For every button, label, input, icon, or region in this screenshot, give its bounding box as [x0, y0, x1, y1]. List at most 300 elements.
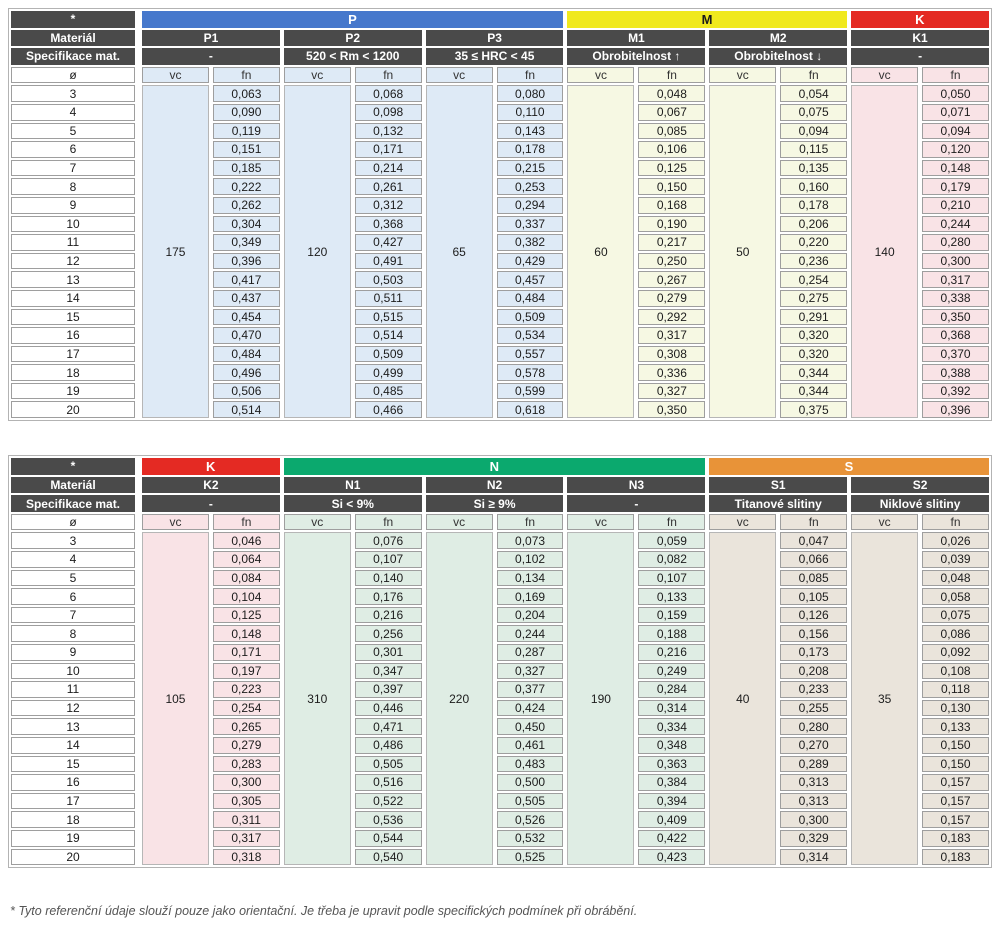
fn-value-cell: 0,208 [780, 663, 847, 680]
diameter-cell: 12 [11, 253, 135, 270]
group-band-P: P [142, 11, 563, 28]
fn-value-cell: 0,236 [780, 253, 847, 270]
fn-value-cell: 0,046 [213, 532, 280, 549]
diameter-cell: 11 [11, 681, 135, 698]
spec-cell-M1: Obrobitelnost ↑ [567, 48, 705, 65]
fn-value-cell: 0,085 [780, 570, 847, 587]
fn-value-cell: 0,169 [497, 588, 564, 605]
fn-value-cell: 0,314 [780, 849, 847, 866]
fn-value-cell: 0,429 [497, 253, 564, 270]
fn-value-cell: 0,126 [780, 607, 847, 624]
diameter-cell: 7 [11, 607, 135, 624]
diameter-cell: 8 [11, 625, 135, 642]
fn-value-cell: 0,222 [213, 178, 280, 195]
fn-value-cell: 0,039 [922, 551, 989, 568]
fn-value-cell: 0,130 [922, 700, 989, 717]
diameter-cell: 16 [11, 774, 135, 791]
fn-value-cell: 0,179 [922, 178, 989, 195]
fn-value-cell: 0,171 [355, 141, 422, 158]
fn-value-cell: 0,522 [355, 793, 422, 810]
fn-value-cell: 0,118 [922, 681, 989, 698]
fn-value-cell: 0,505 [355, 756, 422, 773]
fn-value-cell: 0,275 [780, 290, 847, 307]
fn-value-cell: 0,349 [213, 234, 280, 251]
fn-value-cell: 0,284 [638, 681, 705, 698]
fn-value-cell: 0,220 [780, 234, 847, 251]
fn-value-cell: 0,026 [922, 532, 989, 549]
fn-value-cell: 0,578 [497, 364, 564, 381]
vc-value-cell-N3: 190 [567, 532, 634, 865]
fn-value-cell: 0,409 [638, 811, 705, 828]
fn-value-cell: 0,168 [638, 197, 705, 214]
fn-value-cell: 0,280 [922, 234, 989, 251]
fn-value-cell: 0,496 [213, 364, 280, 381]
diameter-header-cell: ø [11, 67, 135, 84]
fn-value-cell: 0,135 [780, 160, 847, 177]
fn-value-cell: 0,327 [497, 663, 564, 680]
fn-value-cell: 0,115 [780, 141, 847, 158]
material-row-label: Materiál [11, 477, 135, 494]
fn-header-cell: fn [922, 67, 989, 84]
fn-value-cell: 0,536 [355, 811, 422, 828]
fn-value-cell: 0,427 [355, 234, 422, 251]
fn-value-cell: 0,350 [922, 309, 989, 326]
fn-value-cell: 0,183 [922, 849, 989, 866]
fn-header-cell: fn [638, 514, 705, 531]
fn-value-cell: 0,514 [355, 327, 422, 344]
fn-value-cell: 0,368 [922, 327, 989, 344]
fn-value-cell: 0,075 [780, 104, 847, 121]
fn-value-cell: 0,073 [497, 532, 564, 549]
fn-value-cell: 0,484 [497, 290, 564, 307]
fn-value-cell: 0,217 [638, 234, 705, 251]
vc-value-cell-N2: 220 [426, 532, 493, 865]
fn-value-cell: 0,294 [497, 197, 564, 214]
material-cell-N1: N1 [284, 477, 422, 494]
fn-value-cell: 0,071 [922, 104, 989, 121]
fn-value-cell: 0,107 [638, 570, 705, 587]
fn-value-cell: 0,348 [638, 737, 705, 754]
fn-value-cell: 0,151 [213, 141, 280, 158]
spec-cell-P1: - [142, 48, 280, 65]
fn-value-cell: 0,267 [638, 271, 705, 288]
fn-value-cell: 0,064 [213, 551, 280, 568]
vc-header-cell: vc [851, 514, 918, 531]
fn-value-cell: 0,338 [922, 290, 989, 307]
spec-cell-S1: Titanové slitiny [709, 495, 847, 512]
fn-value-cell: 0,084 [213, 570, 280, 587]
fn-value-cell: 0,279 [213, 737, 280, 754]
vc-header-cell: vc [709, 67, 776, 84]
fn-value-cell: 0,157 [922, 774, 989, 791]
material-row-label: Materiál [11, 30, 135, 47]
fn-value-cell: 0,171 [213, 644, 280, 661]
spec-cell-M2: Obrobitelnost ↓ [709, 48, 847, 65]
fn-value-cell: 0,336 [638, 364, 705, 381]
group-band-S: S [709, 458, 989, 475]
fn-value-cell: 0,048 [638, 85, 705, 102]
diameter-cell: 10 [11, 663, 135, 680]
fn-value-cell: 0,085 [638, 123, 705, 140]
fn-header-cell: fn [355, 514, 422, 531]
fn-value-cell: 0,108 [922, 663, 989, 680]
fn-value-cell: 0,133 [638, 588, 705, 605]
material-cell-N2: N2 [426, 477, 564, 494]
fn-value-cell: 0,540 [355, 849, 422, 866]
fn-value-cell: 0,054 [780, 85, 847, 102]
vc-value-cell-S1: 40 [709, 532, 776, 865]
fn-value-cell: 0,254 [213, 700, 280, 717]
material-cell-S2: S2 [851, 477, 989, 494]
diameter-cell: 9 [11, 197, 135, 214]
diameter-cell: 14 [11, 290, 135, 307]
fn-value-cell: 0,454 [213, 309, 280, 326]
diameter-cell: 4 [11, 104, 135, 121]
vc-header-cell: vc [567, 67, 634, 84]
spec-row-label: Specifikace mat. [11, 48, 135, 65]
fn-value-cell: 0,134 [497, 570, 564, 587]
diameter-cell: 20 [11, 849, 135, 866]
fn-value-cell: 0,279 [638, 290, 705, 307]
fn-value-cell: 0,450 [497, 718, 564, 735]
fn-value-cell: 0,334 [638, 718, 705, 735]
fn-value-cell: 0,422 [638, 830, 705, 847]
fn-value-cell: 0,148 [213, 625, 280, 642]
fn-value-cell: 0,292 [638, 309, 705, 326]
diameter-cell: 3 [11, 532, 135, 549]
diameter-cell: 8 [11, 178, 135, 195]
vc-value-cell-M1: 60 [567, 85, 634, 418]
material-cell-P3: P3 [426, 30, 564, 47]
fn-value-cell: 0,176 [355, 588, 422, 605]
fn-value-cell: 0,384 [638, 774, 705, 791]
fn-value-cell: 0,063 [213, 85, 280, 102]
fn-value-cell: 0,392 [922, 383, 989, 400]
diameter-header-cell: ø [11, 514, 135, 531]
diameter-cell: 7 [11, 160, 135, 177]
fn-value-cell: 0,206 [780, 216, 847, 233]
fn-value-cell: 0,090 [213, 104, 280, 121]
diameter-cell: 14 [11, 737, 135, 754]
fn-value-cell: 0,125 [638, 160, 705, 177]
diameter-cell: 6 [11, 588, 135, 605]
fn-value-cell: 0,534 [497, 327, 564, 344]
diameter-cell: 13 [11, 271, 135, 288]
fn-value-cell: 0,304 [213, 216, 280, 233]
material-cell-N3: N3 [567, 477, 705, 494]
fn-value-cell: 0,254 [780, 271, 847, 288]
diameter-cell: 20 [11, 401, 135, 418]
fn-value-cell: 0,484 [213, 346, 280, 363]
fn-value-cell: 0,148 [922, 160, 989, 177]
fn-value-cell: 0,120 [922, 141, 989, 158]
fn-value-cell: 0,185 [213, 160, 280, 177]
fn-value-cell: 0,516 [355, 774, 422, 791]
fn-value-cell: 0,347 [355, 663, 422, 680]
fn-value-cell: 0,262 [213, 197, 280, 214]
fn-value-cell: 0,514 [213, 401, 280, 418]
fn-value-cell: 0,317 [213, 830, 280, 847]
fn-value-cell: 0,499 [355, 364, 422, 381]
spec-cell-S2: Niklové slitiny [851, 495, 989, 512]
fn-value-cell: 0,313 [780, 774, 847, 791]
fn-header-cell: fn [213, 67, 280, 84]
fn-value-cell: 0,249 [638, 663, 705, 680]
vc-value-cell-P2: 120 [284, 85, 351, 418]
fn-value-cell: 0,094 [780, 123, 847, 140]
fn-value-cell: 0,283 [213, 756, 280, 773]
fn-value-cell: 0,106 [638, 141, 705, 158]
fn-value-cell: 0,068 [355, 85, 422, 102]
spec-cell-N3: - [567, 495, 705, 512]
fn-value-cell: 0,471 [355, 718, 422, 735]
fn-value-cell: 0,132 [355, 123, 422, 140]
fn-value-cell: 0,216 [638, 644, 705, 661]
fn-value-cell: 0,059 [638, 532, 705, 549]
vc-value-cell-M2: 50 [709, 85, 776, 418]
fn-value-cell: 0,329 [780, 830, 847, 847]
diameter-cell: 3 [11, 85, 135, 102]
fn-value-cell: 0,486 [355, 737, 422, 754]
fn-value-cell: 0,300 [780, 811, 847, 828]
fn-value-cell: 0,461 [497, 737, 564, 754]
fn-value-cell: 0,261 [355, 178, 422, 195]
group-band-M: M [567, 11, 847, 28]
fn-value-cell: 0,300 [213, 774, 280, 791]
fn-value-cell: 0,157 [922, 793, 989, 810]
fn-value-cell: 0,270 [780, 737, 847, 754]
material-cell-S1: S1 [709, 477, 847, 494]
fn-value-cell: 0,301 [355, 644, 422, 661]
fn-value-cell: 0,397 [355, 681, 422, 698]
diameter-cell: 18 [11, 364, 135, 381]
fn-value-cell: 0,150 [638, 178, 705, 195]
fn-value-cell: 0,526 [497, 811, 564, 828]
fn-value-cell: 0,216 [355, 607, 422, 624]
fn-value-cell: 0,388 [922, 364, 989, 381]
fn-value-cell: 0,483 [497, 756, 564, 773]
spec-cell-P2: 520 < Rm < 1200 [284, 48, 422, 65]
fn-value-cell: 0,150 [922, 737, 989, 754]
fn-value-cell: 0,075 [922, 607, 989, 624]
fn-value-cell: 0,509 [355, 346, 422, 363]
fn-value-cell: 0,300 [922, 253, 989, 270]
fn-value-cell: 0,599 [497, 383, 564, 400]
vc-value-cell-K2: 105 [142, 532, 209, 865]
fn-value-cell: 0,178 [497, 141, 564, 158]
fn-value-cell: 0,320 [780, 327, 847, 344]
group-band-K: K [851, 11, 989, 28]
fn-value-cell: 0,190 [638, 216, 705, 233]
fn-value-cell: 0,102 [497, 551, 564, 568]
fn-value-cell: 0,308 [638, 346, 705, 363]
vc-value-cell-K1: 140 [851, 85, 918, 418]
fn-value-cell: 0,503 [355, 271, 422, 288]
fn-value-cell: 0,313 [780, 793, 847, 810]
vc-header-cell: vc [142, 67, 209, 84]
fn-value-cell: 0,394 [638, 793, 705, 810]
vc-value-cell-S2: 35 [851, 532, 918, 865]
fn-value-cell: 0,320 [780, 346, 847, 363]
fn-value-cell: 0,215 [497, 160, 564, 177]
fn-value-cell: 0,104 [213, 588, 280, 605]
fn-header-cell: fn [922, 514, 989, 531]
fn-value-cell: 0,327 [638, 383, 705, 400]
fn-value-cell: 0,500 [497, 774, 564, 791]
diameter-cell: 18 [11, 811, 135, 828]
fn-value-cell: 0,058 [922, 588, 989, 605]
fn-value-cell: 0,337 [497, 216, 564, 233]
fn-value-cell: 0,253 [497, 178, 564, 195]
fn-value-cell: 0,244 [497, 625, 564, 642]
fn-value-cell: 0,525 [497, 849, 564, 866]
fn-header-cell: fn [638, 67, 705, 84]
spec-cell-K1: - [851, 48, 989, 65]
diameter-cell: 12 [11, 700, 135, 717]
vc-value-cell-N1: 310 [284, 532, 351, 865]
fn-value-cell: 0,223 [213, 681, 280, 698]
fn-value-cell: 0,080 [497, 85, 564, 102]
fn-value-cell: 0,086 [922, 625, 989, 642]
fn-value-cell: 0,289 [780, 756, 847, 773]
fn-value-cell: 0,125 [213, 607, 280, 624]
fn-value-cell: 0,377 [497, 681, 564, 698]
fn-value-cell: 0,183 [922, 830, 989, 847]
fn-value-cell: 0,159 [638, 607, 705, 624]
fn-value-cell: 0,382 [497, 234, 564, 251]
fn-header-cell: fn [497, 67, 564, 84]
fn-value-cell: 0,143 [497, 123, 564, 140]
diameter-cell: 11 [11, 234, 135, 251]
fn-value-cell: 0,066 [780, 551, 847, 568]
fn-value-cell: 0,311 [213, 811, 280, 828]
fn-value-cell: 0,094 [922, 123, 989, 140]
fn-value-cell: 0,105 [780, 588, 847, 605]
diameter-cell: 9 [11, 644, 135, 661]
footnote: * Tyto referenční údaje slouží pouze jako orientační. Je třeba je upravit podle specifických podmínek při obrábění. [10, 904, 638, 919]
fn-value-cell: 0,375 [780, 401, 847, 418]
fn-value-cell: 0,363 [638, 756, 705, 773]
fn-header-cell: fn [497, 514, 564, 531]
spec-cell-N2: Si ≥ 9% [426, 495, 564, 512]
material-cell-P1: P1 [142, 30, 280, 47]
fn-value-cell: 0,110 [497, 104, 564, 121]
material-cell-M1: M1 [567, 30, 705, 47]
vc-header-cell: vc [284, 67, 351, 84]
fn-value-cell: 0,082 [638, 551, 705, 568]
fn-value-cell: 0,344 [780, 364, 847, 381]
fn-value-cell: 0,515 [355, 309, 422, 326]
fn-value-cell: 0,250 [638, 253, 705, 270]
material-cell-M2: M2 [709, 30, 847, 47]
diameter-cell: 5 [11, 123, 135, 140]
fn-value-cell: 0,244 [922, 216, 989, 233]
material-cell-K2: K2 [142, 477, 280, 494]
fn-value-cell: 0,140 [355, 570, 422, 587]
fn-value-cell: 0,491 [355, 253, 422, 270]
fn-value-cell: 0,470 [213, 327, 280, 344]
vc-value-cell-P1: 175 [142, 85, 209, 418]
fn-value-cell: 0,133 [922, 718, 989, 735]
corner-star-cell: * [11, 458, 135, 475]
fn-value-cell: 0,178 [780, 197, 847, 214]
fn-value-cell: 0,317 [922, 271, 989, 288]
diameter-cell: 15 [11, 756, 135, 773]
fn-value-cell: 0,280 [780, 718, 847, 735]
fn-value-cell: 0,291 [780, 309, 847, 326]
diameter-cell: 10 [11, 216, 135, 233]
fn-value-cell: 0,157 [922, 811, 989, 828]
fn-value-cell: 0,544 [355, 830, 422, 847]
fn-value-cell: 0,424 [497, 700, 564, 717]
diameter-cell: 16 [11, 327, 135, 344]
fn-value-cell: 0,188 [638, 625, 705, 642]
group-band-K: K [142, 458, 280, 475]
fn-value-cell: 0,305 [213, 793, 280, 810]
fn-value-cell: 0,437 [213, 290, 280, 307]
fn-value-cell: 0,466 [355, 401, 422, 418]
fn-value-cell: 0,314 [638, 700, 705, 717]
fn-value-cell: 0,150 [922, 756, 989, 773]
fn-value-cell: 0,160 [780, 178, 847, 195]
diameter-cell: 5 [11, 570, 135, 587]
fn-value-cell: 0,318 [213, 849, 280, 866]
fn-value-cell: 0,048 [922, 570, 989, 587]
diameter-cell: 6 [11, 141, 135, 158]
fn-value-cell: 0,506 [213, 383, 280, 400]
diameter-cell: 19 [11, 383, 135, 400]
fn-value-cell: 0,370 [922, 346, 989, 363]
fn-value-cell: 0,457 [497, 271, 564, 288]
fn-value-cell: 0,050 [922, 85, 989, 102]
fn-value-cell: 0,505 [497, 793, 564, 810]
diameter-cell: 15 [11, 309, 135, 326]
fn-value-cell: 0,156 [780, 625, 847, 642]
fn-value-cell: 0,173 [780, 644, 847, 661]
fn-header-cell: fn [355, 67, 422, 84]
fn-header-cell: fn [213, 514, 280, 531]
fn-value-cell: 0,511 [355, 290, 422, 307]
fn-value-cell: 0,255 [780, 700, 847, 717]
fn-value-cell: 0,256 [355, 625, 422, 642]
diameter-cell: 19 [11, 830, 135, 847]
fn-value-cell: 0,317 [638, 327, 705, 344]
vc-value-cell-P3: 65 [426, 85, 493, 418]
fn-value-cell: 0,210 [922, 197, 989, 214]
fn-value-cell: 0,532 [497, 830, 564, 847]
diameter-cell: 17 [11, 793, 135, 810]
vc-header-cell: vc [142, 514, 209, 531]
fn-value-cell: 0,368 [355, 216, 422, 233]
vc-header-cell: vc [284, 514, 351, 531]
fn-value-cell: 0,423 [638, 849, 705, 866]
fn-value-cell: 0,107 [355, 551, 422, 568]
group-band-N: N [284, 458, 706, 475]
fn-value-cell: 0,344 [780, 383, 847, 400]
fn-value-cell: 0,557 [497, 346, 564, 363]
fn-value-cell: 0,509 [497, 309, 564, 326]
fn-header-cell: fn [780, 514, 847, 531]
fn-value-cell: 0,417 [213, 271, 280, 288]
material-cell-K1: K1 [851, 30, 989, 47]
fn-value-cell: 0,396 [213, 253, 280, 270]
diameter-cell: 17 [11, 346, 135, 363]
fn-value-cell: 0,287 [497, 644, 564, 661]
vc-header-cell: vc [567, 514, 634, 531]
fn-value-cell: 0,076 [355, 532, 422, 549]
fn-value-cell: 0,067 [638, 104, 705, 121]
vc-header-cell: vc [426, 514, 493, 531]
